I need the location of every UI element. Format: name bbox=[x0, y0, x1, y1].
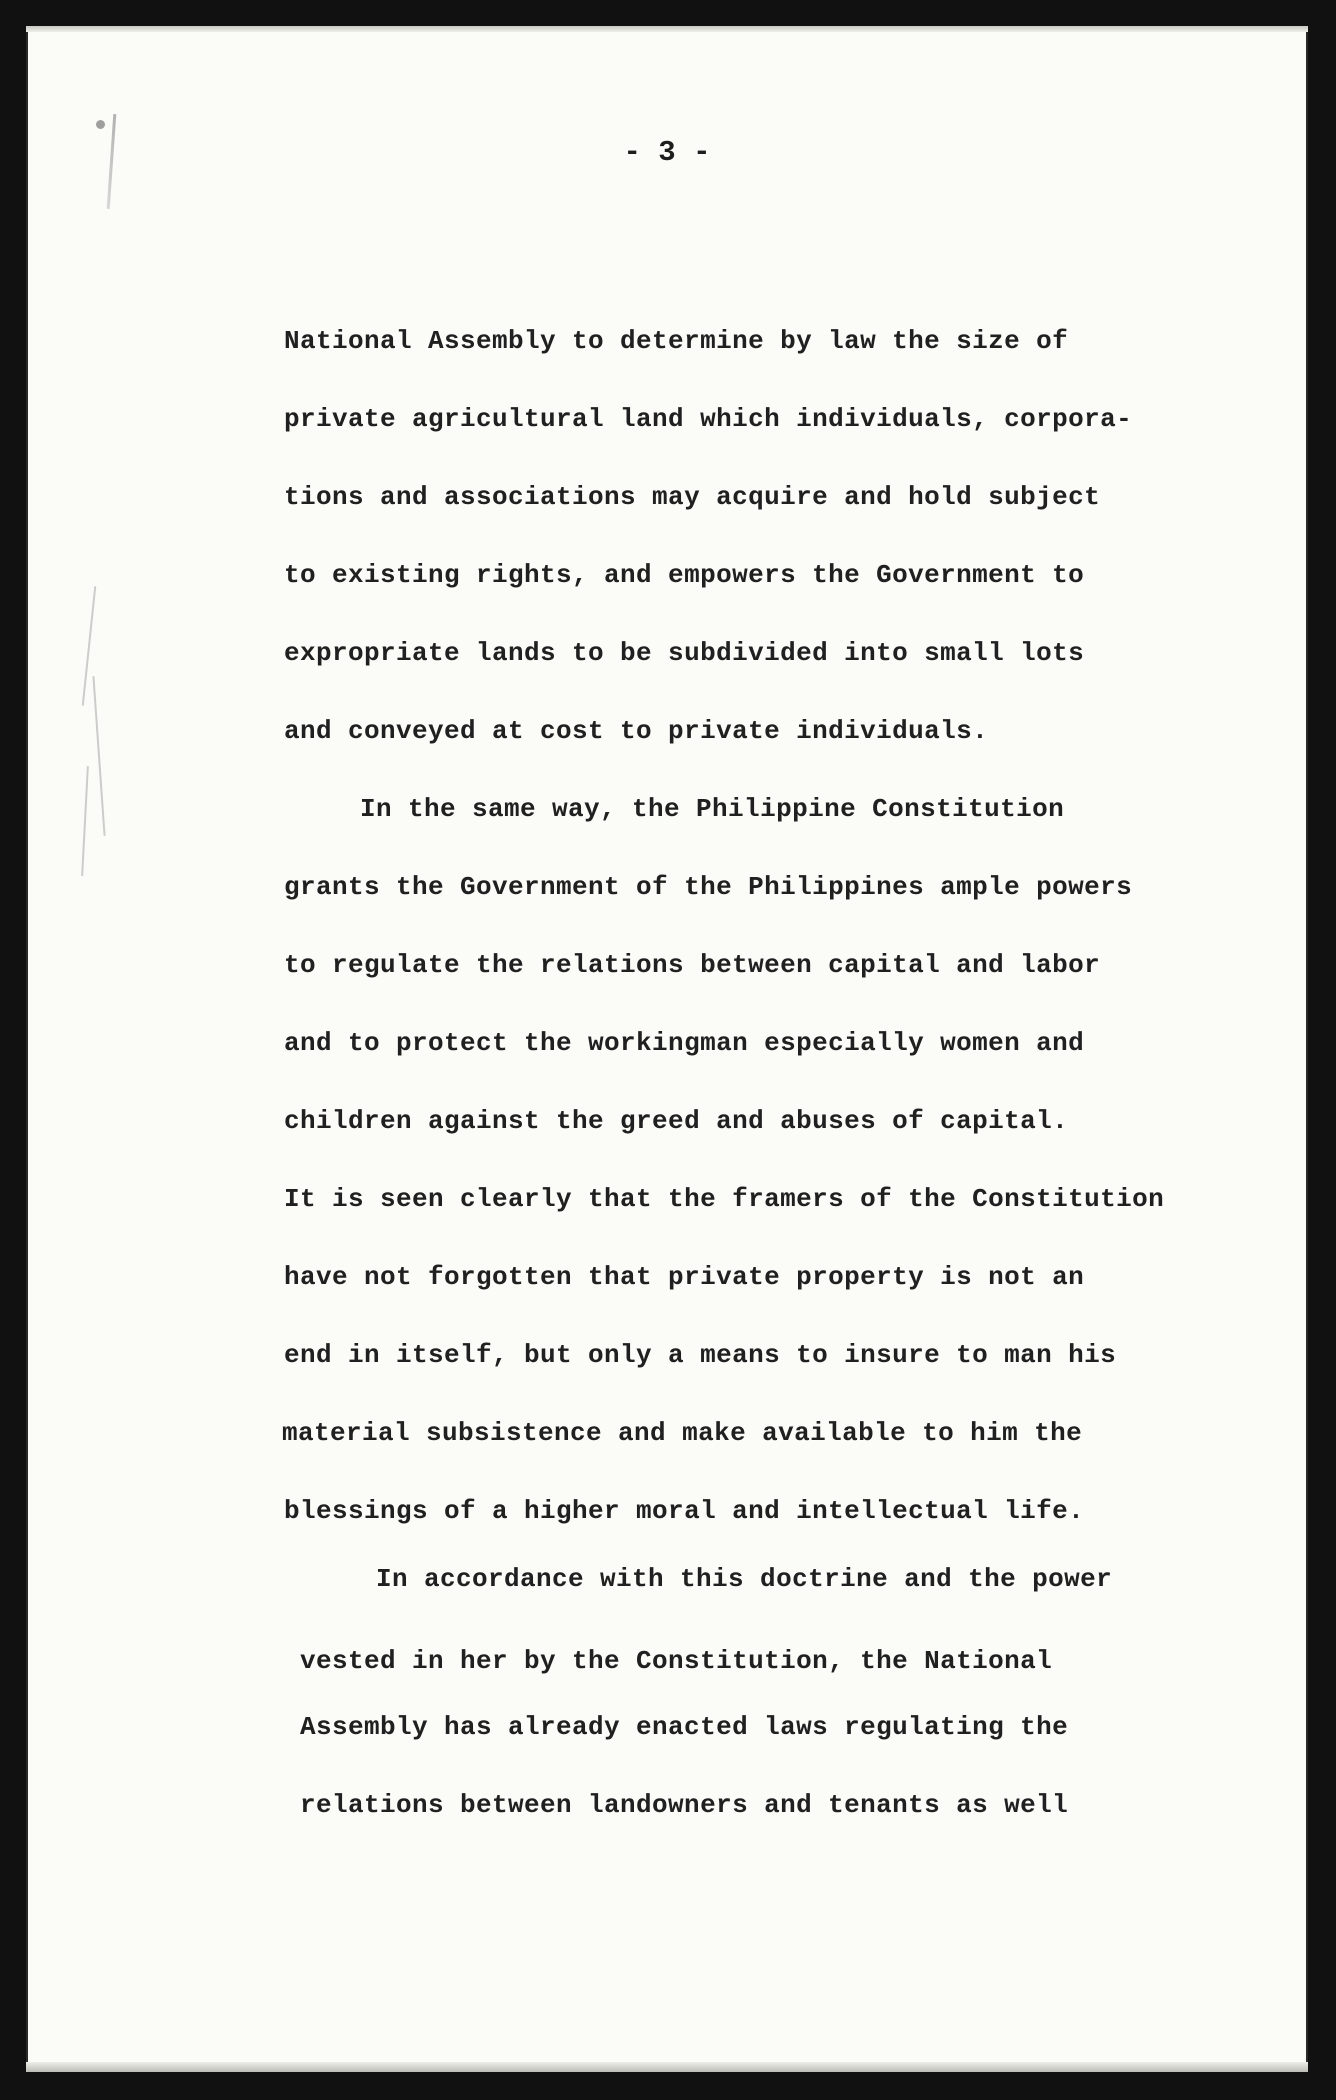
text-line: children against the greed and abuses of capital. bbox=[284, 1106, 1069, 1136]
text-line: National Assembly to determine by law the size of bbox=[284, 326, 1069, 356]
page-bottom-edge bbox=[26, 2062, 1308, 2072]
ink-dot bbox=[96, 120, 105, 129]
text-line: to existing rights, and empowers the Government to bbox=[284, 560, 1085, 590]
text-line: blessings of a higher moral and intellectual life. bbox=[284, 1496, 1085, 1526]
page-top-edge bbox=[26, 26, 1308, 32]
text-line: to regulate the relations between capital and labor bbox=[284, 950, 1101, 980]
text-line: Assembly has already enacted laws regulating the bbox=[300, 1712, 1069, 1742]
text-line: relations between landowners and tenants as well bbox=[300, 1790, 1069, 1820]
text-line: vested in her by the Constitution, the National bbox=[300, 1646, 1053, 1676]
margin-scratches bbox=[80, 586, 110, 886]
text-line: and conveyed at cost to private individuals. bbox=[284, 716, 989, 746]
text-line: material subsistence and make available to him the bbox=[282, 1418, 1083, 1448]
document-page bbox=[26, 26, 1308, 2072]
text-line: grants the Government of the Philippines ample powers bbox=[284, 872, 1133, 902]
text-line: tions and associations may acquire and hold subject bbox=[284, 482, 1101, 512]
text-line: private agricultural land which individuals, corpora- bbox=[284, 404, 1133, 434]
text-line: have not forgotten that private property is not an bbox=[284, 1262, 1085, 1292]
text-line: In accordance with this doctrine and the power bbox=[376, 1564, 1113, 1594]
text-line: end in itself, but only a means to insure to man his bbox=[284, 1340, 1117, 1370]
text-line: and to protect the workingman especially women and bbox=[284, 1028, 1085, 1058]
page-number: - 3 - bbox=[623, 136, 711, 169]
text-line: expropriate lands to be subdivided into small lots bbox=[284, 638, 1085, 668]
text-line: It is seen clearly that the framers of the Constitution bbox=[284, 1184, 1165, 1214]
text-line: In the same way, the Philippine Constitution bbox=[360, 794, 1065, 824]
